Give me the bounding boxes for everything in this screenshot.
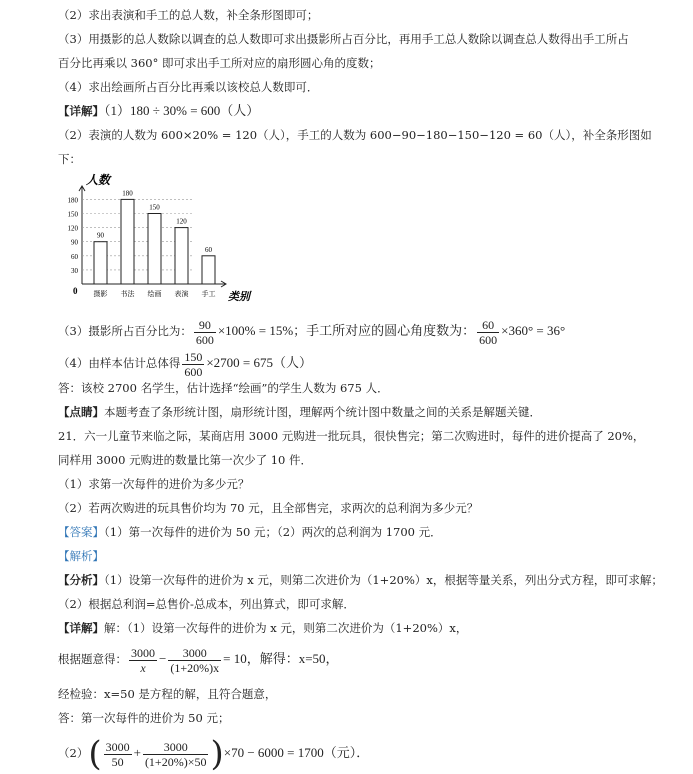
line-11	[58, 403, 541, 421]
x-axis-label: 类别	[228, 291, 250, 303]
line-8-pre: （3）摄影所占百分比为：	[58, 324, 192, 338]
line-9-post: ×2700 = 675（人）	[206, 355, 312, 370]
x-tick-label: 手工	[201, 290, 216, 298]
x-tick-label: 摄影	[93, 290, 108, 298]
line-21	[58, 641, 339, 677]
line-22: 经检验：x=50 是方程的解，且符合题意，	[58, 687, 277, 701]
fraction-numerator: 3000	[105, 739, 130, 754]
line-14: （1）求第一次每件的进价为多少元？	[58, 477, 250, 491]
bar	[202, 256, 215, 284]
y-tick-label: 30	[71, 266, 78, 275]
line-8-mid: ×100% = 15%；手工所对应的圆心角度数为：	[217, 323, 476, 338]
line-1: （2）求出表演和手工的总人数，补全条形图即可；	[58, 8, 319, 22]
line-24-post: ×70 − 6000 = 1700（元）．	[223, 745, 370, 760]
fraction-photo	[194, 318, 216, 347]
line-16	[58, 523, 442, 541]
fraction-denominator: 600	[184, 364, 203, 379]
line-19: （2）根据总利润=总售价-总成本，列出算式，即可求解．	[58, 597, 355, 611]
line-12: 21．六一儿童节来临之际，某商店用 3000 元购进一批玩具，很快售完；第二次购进时，每件的进价提高了 20%，	[58, 429, 645, 443]
line-9	[58, 347, 312, 379]
bar-value-label: 120	[176, 217, 187, 226]
line-2: （3）用摄影的总人数除以调查的总人数即可求出摄影所占百分比，再用手工总人数除以调查总人数得出手工所占	[58, 32, 629, 46]
line-16-body: （1）第一次每件的进价为 50 元；（2）两次的总利润为 1700 元．	[104, 525, 442, 539]
line-11-body: 本题考查了条形统计图，扇形统计图，理解两个统计图中数量之间的关系是解题关键．	[104, 405, 541, 419]
fraction-denominator: 50	[111, 754, 124, 769]
bar-chart	[58, 172, 278, 312]
line-6: （2）表演的人数为 600×20% = 120（人），手工的人数为 600−90−180−150−120 = 60（人），补全条形图如	[58, 128, 652, 142]
line-5	[58, 102, 259, 120]
line-21-post: = 10，解得：x=50，	[223, 651, 339, 666]
fraction-denominator: x	[140, 660, 146, 675]
bar	[94, 242, 107, 284]
fraction-a	[104, 740, 132, 769]
right-paren: )	[210, 734, 224, 774]
line-8-post: ×360° = 36°	[501, 323, 566, 338]
fraction-numerator: 60	[477, 318, 499, 333]
tag-detail-2: 【详解】	[58, 621, 104, 635]
fraction-b	[143, 740, 209, 769]
y-axis-label: 人数	[86, 173, 111, 187]
bar	[121, 199, 134, 284]
bar-value-label: 60	[205, 245, 212, 254]
fraction-numerator: 3000	[168, 646, 221, 661]
line-9-pre: （4）由样本估计总体得	[58, 356, 181, 370]
x-tick-label: 绘画	[147, 290, 162, 298]
line-10: 答：该校 2700 名学生，估计选择“绘画”的学生人数为 675 人．	[58, 381, 389, 395]
y-tick-label: 180	[67, 196, 78, 205]
bar-value-label: 90	[97, 231, 104, 240]
bar-value-label: 150	[149, 203, 160, 212]
bar	[148, 214, 161, 285]
tag-analysis: 【解析】	[58, 549, 104, 563]
line-8	[58, 315, 565, 347]
line-18-body: （1）设第一次每件的进价为 x 元，则第二次进价为（1+20%）x，根据等量关系，列出分式方程，即可求解；	[104, 573, 663, 587]
line-24	[58, 734, 369, 772]
line-21-pre: 根据题意得：	[58, 652, 127, 666]
line-20-body: 解：（1）设第一次每件的进价为 x 元，则第二次进价为（1+20%）x，	[104, 621, 468, 635]
line-13: 同样用 3000 元购进的数量比第一次少了 10 件．	[58, 453, 313, 467]
fraction-denominator: 600	[195, 332, 214, 347]
y-tick-label: 120	[67, 224, 78, 233]
bar	[175, 228, 188, 284]
fraction-numerator: 150	[184, 349, 203, 364]
line-3: 百分比再乘以 360° 即可求出手工所对应的扇形圆心角的度数；	[58, 56, 381, 70]
bar-value-label: 180	[122, 189, 133, 198]
line-7: 下：	[58, 152, 81, 166]
fraction-denominator: 600	[479, 332, 498, 347]
line-15: （2）若两次购进的玩具售价均为 70 元，且全部售完，求两次的总利润为多少元？	[58, 501, 479, 515]
x-tick-label: 表演	[174, 290, 189, 298]
y-tick-label: 60	[71, 252, 78, 261]
line-24-pre: （2）	[58, 746, 89, 760]
fraction-numerator: 90	[194, 318, 216, 333]
y-tick-label: 90	[71, 238, 78, 247]
fraction-handcraft	[477, 318, 499, 347]
fraction-denominator: (1+20%)x	[170, 660, 220, 675]
line-18	[58, 571, 663, 589]
origin-label: 0	[73, 286, 78, 296]
fraction-second	[168, 646, 221, 675]
line-4: （4）求出绘画所占百分比再乘以该校总人数即可．	[58, 80, 319, 94]
tag-comment: 【点睛】	[58, 405, 104, 419]
y-tick-label: 150	[67, 210, 78, 219]
fraction-numerator: 3000	[131, 645, 155, 660]
tag-breakdown: 【分析】	[58, 573, 104, 587]
left-paren: (	[88, 734, 102, 774]
minus-sign: −	[159, 651, 167, 666]
line-23: 答：第一次每件的进价为 50 元；	[58, 711, 230, 725]
plus-sign: +	[133, 745, 141, 760]
fraction-painting	[182, 350, 204, 379]
fraction-numerator: 3000	[143, 740, 209, 755]
fraction-denominator: (1+20%)×50	[144, 754, 207, 769]
fraction-first	[129, 646, 157, 675]
x-tick-label: 书法	[120, 290, 135, 298]
line-5-body: （1）180 ÷ 30% = 600（人）	[104, 103, 260, 118]
tag-detail: 【详解】	[58, 104, 104, 118]
line-20	[58, 619, 467, 637]
tag-answer: 【答案】	[58, 525, 104, 539]
